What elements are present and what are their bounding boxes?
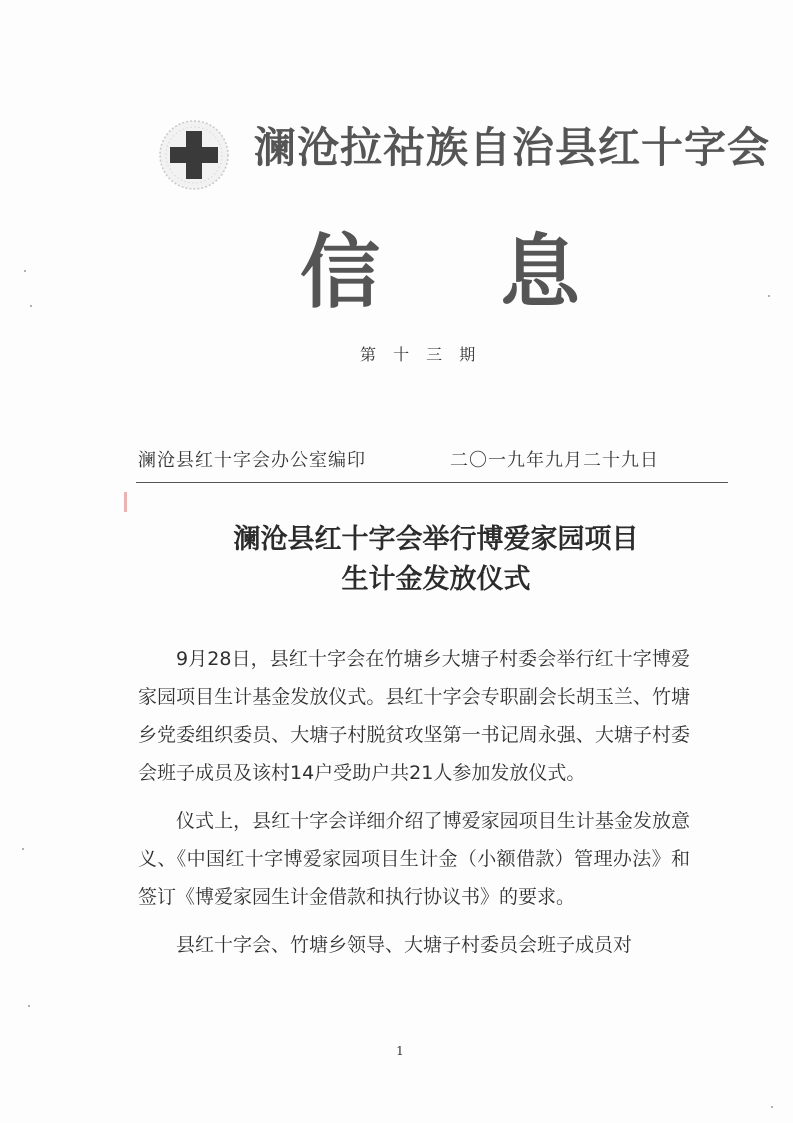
paragraph: 仪式上，县红十字会详细介绍了博爱家园项目生计基金发放意义、《中国红十字博爱家园项目生计金（小额借款）管理办法》和签订《博爱家园生计金借款和执行协议书》的要求。 (138, 810, 690, 908)
article-title (140, 520, 732, 600)
red-cross-emblem-icon (156, 117, 232, 193)
publication-meta (138, 445, 728, 481)
scan-speck (30, 305, 32, 307)
scan-mark (124, 492, 127, 512)
article-title-line-1: 澜沧县红十字会举行博爱家园项目 (233, 524, 639, 555)
paragraph: 县红十字会、竹塘乡领导、大塘子村委员会班子成员对 (176, 934, 633, 956)
scan-speck (771, 1106, 773, 1108)
scan-speck (22, 848, 24, 850)
page-number: 1 (396, 1044, 404, 1058)
header-divider (136, 482, 728, 483)
paragraph: 9月28日，县红十字会在竹塘乡大塘子村委会举行红十字博爱家园项目生计基金发放仪式。县红十字会专职副会长胡玉兰、竹塘乡党委组织委员、大塘子村脱贫攻坚第一书记周永强、大塘子村委会班子成员及该村14户受助户共21人参加发放仪式。 (138, 648, 690, 784)
scan-speck (24, 270, 26, 272)
organization-name: 澜沧拉祜族自治县红十字会 (254, 123, 771, 172)
article-body (138, 640, 690, 974)
document-type-heading: 信息 (300, 225, 700, 319)
issue-number: 第 十 三 期 (360, 345, 482, 364)
article-title-line-2: 生计金发放仪式 (341, 564, 531, 595)
publication-date: 二〇一九年九月二十九日 (450, 450, 659, 471)
scan-speck (28, 1005, 30, 1007)
scan-speck (768, 295, 770, 297)
editor-line: 澜沧县红十字会办公室编印 (138, 450, 366, 471)
